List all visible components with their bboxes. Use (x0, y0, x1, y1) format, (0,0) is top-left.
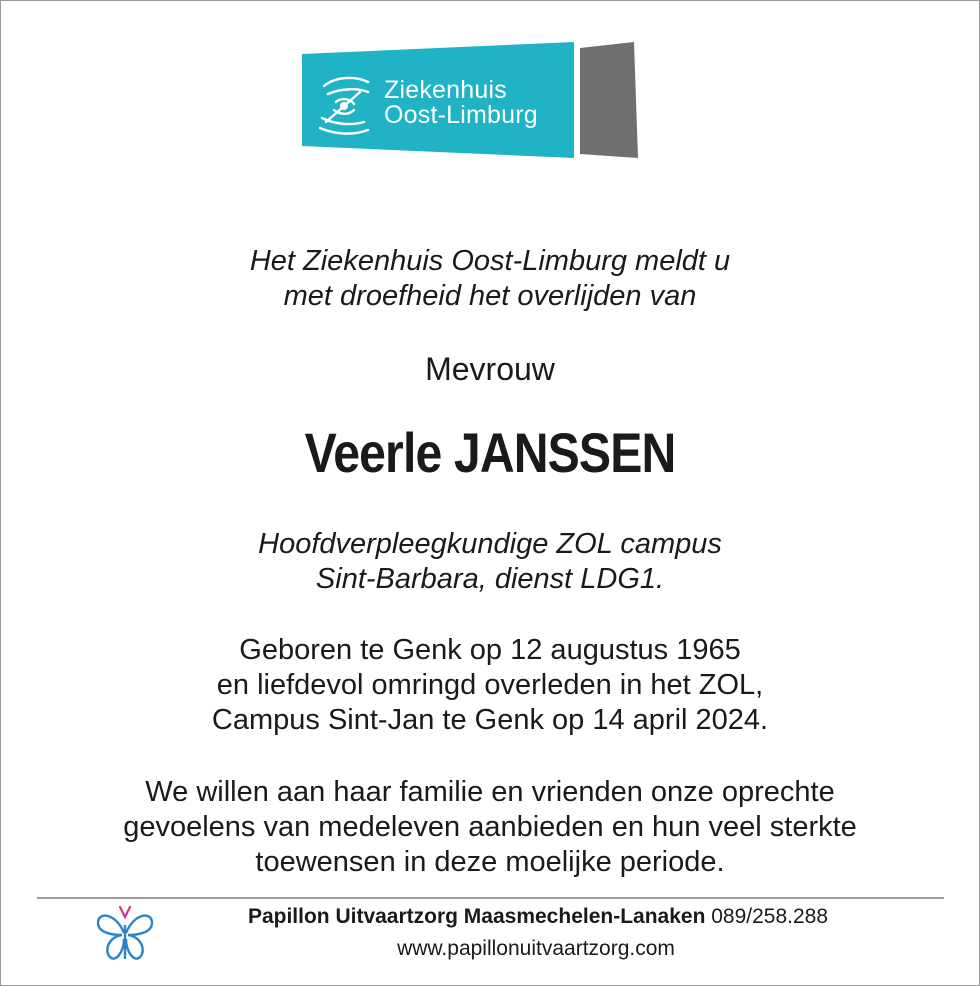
role-text (0, 527, 980, 597)
deceased-name: Veerle JANSSEN (304, 421, 676, 484)
intro-line-2: met droefheid het overlijden van (283, 280, 697, 312)
closing-line-3: toewensen in deze moelijke periode. (255, 846, 725, 878)
salutation: Mevrouw (425, 351, 555, 387)
intro-line-1: Het Ziekenhuis Oost-Limburg meldt u (249, 245, 731, 277)
closing-line-2: gevoelens van medeleven aanbieden en hun veel sterkte (123, 811, 857, 843)
birth-death-text (0, 633, 980, 738)
logo-gray-panel (580, 42, 638, 158)
funeral-company-phone[interactable]: 089/258.288 (711, 905, 829, 928)
funeral-company-name: Papillon Uitvaartzorg Maasmechelen-Lanaken (247, 905, 706, 928)
footer-divider (37, 897, 944, 899)
funeral-company-line (48, 904, 980, 930)
birth-line-3: Campus Sint-Jan te Genk op 14 april 2024. (211, 704, 769, 736)
intro-text (0, 244, 980, 314)
logo-wordmark (384, 78, 538, 128)
condolence-text (0, 775, 980, 880)
birth-line-2: en liefdevol omringd overleden in het ZOL, (216, 669, 764, 701)
role-line-1: Hoofdverpleegkundige ZOL campus (258, 528, 722, 560)
hospital-logo (302, 42, 640, 160)
logo-line-2: Oost-Limburg (384, 101, 538, 129)
role-line-2: Sint-Barbara, dienst LDG1. (315, 563, 665, 595)
logo-line-1: Ziekenhuis (384, 76, 507, 104)
birth-line-1: Geboren te Genk op 12 augustus 1965 (239, 634, 741, 666)
funeral-company-website[interactable]: www.papillonuitvaartzorg.com (397, 937, 675, 960)
closing-line-1: We willen aan haar familie en vrienden onze oprechte (145, 776, 835, 808)
